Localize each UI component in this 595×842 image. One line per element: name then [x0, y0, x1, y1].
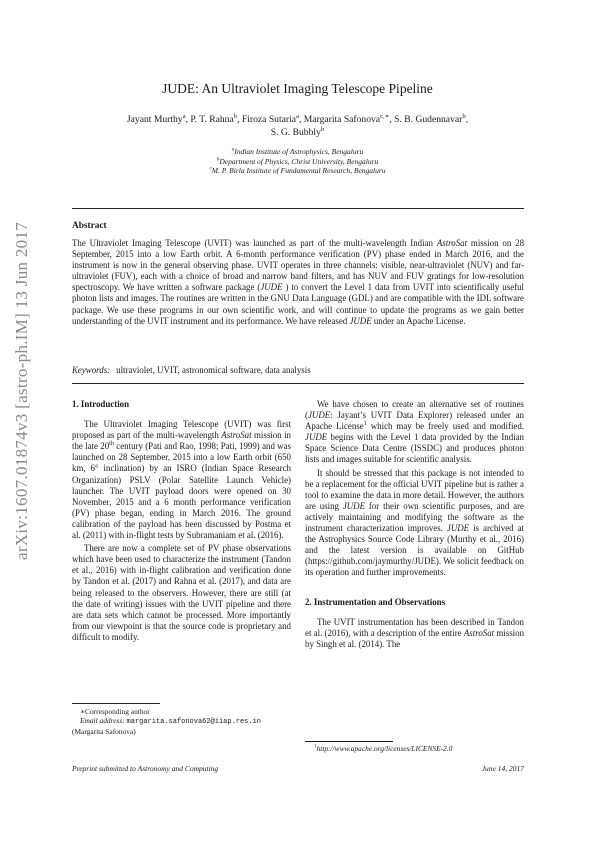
- paragraph: There are now a complete set of PV phase observations which have been used to characterize the instrument (Tandon et al., 2016) with in-flight calibration and verification done by Tandon et al. (2017) and Rahna et al. (2017), and data are being released to the observers. However, there are still (at the date of writing) issues with the UVIT pipeline and there are data sets which cannot be processed. More importantly from our viewpoint is that the source code is proprietary and difficult to modify.: [72, 543, 291, 642]
- paragraph: The Ultraviolet Imaging Telescope (UVIT) was first proposed as part of the multi-wavelength AstroSat mission in the late 20th century (Pati and Rao, 1998; Pati, 1999) and was launched on 28 September, 2015 into a low Earth orbit (650 km, 6° inclination) by an ISRO (Indian Space Research Organization) PSLV (Polar Satellite Launch Vehicle) launcher. The UVIT payload doors were opened on 30 November, 2015 and a 6 month performance verification (PV) phase began, ending in March 2016. The ground calibration of the payload has been discussed by Postma et al. (2011) with in-flight tests by Subramaniam et al. (2016).: [72, 419, 291, 541]
- footnote-rule-left: [72, 703, 160, 704]
- author: P. T. Rahna$^b$: [190, 112, 238, 125]
- right-column: [305, 399, 524, 650]
- abstract-bottom-rule: [72, 383, 524, 384]
- author: Jayant Murthy$^a$: [126, 112, 186, 125]
- section-heading-instrumentation: 2. Instrumentation and Observations: [305, 596, 446, 607]
- affiliation: $^c$M. P. Birla Institute of Fundamental Research, Bengaluru: [209, 165, 386, 176]
- paragraph: The UVIT instrumentation has been described in Tandon et al. (2016), with a description of the entire AstroSat mission by Singh et al. (2014). The: [305, 616, 525, 649]
- top-rule: [72, 208, 524, 209]
- paper-title: JUDE: An Ultraviolet Imaging Telescope Pipeline: [162, 81, 433, 96]
- keywords: Keywords: ultraviolet, UVIT, astronomical software, data analysis: [72, 365, 311, 375]
- footer-date: June 14, 2017: [481, 764, 524, 773]
- affiliations: [0, 147, 595, 176]
- section-heading-introduction: 1. Introduction: [72, 399, 130, 409]
- paragraph: It should be stressed that this package is not intended to be a replacement for the official UVIT pipeline but is rather a tool to examine the data in more detail. However, the authors are using JUDE for their own scientific purposes, and are actively maintaining and modifying the software as the instrument characterization improves. JUDE is archived at the Astrophysics Source Code Library (Murthy et al., 2016) and the latest version is available on GitHub (https://github.com/jaymurthy/JUDE). We solicit feedback on its operation and further improvements.: [305, 467, 524, 578]
- author: Firoza Sutaria$^a$: [241, 112, 299, 125]
- paragraph: We have chosen to create an alternative set of routines (JUDE: Jayant’s UVIT Data Explorer) released under an Apache License$^1$ which may be freely used and modified. JUDE begins with the Level 1 data provided by the Indian Space Science Data Centre (ISSDC) and produces photon lists and images suitable for scientific analysis.: [305, 399, 524, 465]
- license-footnote: $^1$http://www.apache.org/licenses/LICENSE-2.0: [314, 743, 453, 753]
- author: S. B. Gudennavar$^b$: [394, 112, 466, 125]
- affiliation: $^b$Department of Physics, Christ University, Bengaluru: [216, 156, 379, 166]
- author: S. G. Bubbly$^b$: [270, 125, 325, 138]
- arxiv-side-label: arXiv:1607.01874v3 [astro-ph.IM] 13 Jun 2017: [12, 221, 31, 560]
- footer-journal: Preprint submitted to Astronomy and Computing: [72, 764, 219, 773]
- abstract-text: The Ultraviolet Imaging Telescope (UVIT) was launched as part of the multi-wavelength Indian AstroSat mission on 28 September, 2015 into a low Earth orbit. A 6-month performance verification (PV) phase ended in March 2016, and the instrument is now in the general observing phase. UVIT operates in three channels: visible, near-ultraviolet (NUV) and far-ultraviolet (FUV), each with a choice of broad and narrow band filters, and has NUV and FUV gratings for low-resolution spectroscopy. We have written a software package (JUDE ) to convert the Level 1 data from UVIT into scientifically useful photon lists and images. The routines are written in the GNU Data Language (GDL) and are compatible with the IDL software package. We use these programs in our own scientific work, and will continue to update the programs as we gain better understanding of the UVIT instrument and its performance. We have released JUDE under an Apache License.: [72, 238, 525, 326]
- author-list: Jayant Murthy$^a$, P. T. Rahna$^b$, Firoza Sutaria$^a$, Margarita Safonova$^{c,∗}$, S. B. Gudennavar$^b$, S. G. Bubbly$^b$: [126, 112, 469, 138]
- affiliation: $^a$Indian Institute of Astrophysics, Bengaluru: [231, 146, 364, 156]
- abstract-heading: Abstract: [72, 221, 107, 231]
- author: Margarita Safonova$^{c,∗}$: [303, 112, 390, 125]
- left-column: [72, 399, 291, 643]
- footnote-rule-right: [305, 741, 393, 742]
- email-address: margarita.safonova62@iiap.res.in: [126, 718, 261, 727]
- corresponding-footnote: ∗Corresponding author Email address: margarita.safonova62@iiap.res.in (Margarita Safonova): [72, 707, 261, 737]
